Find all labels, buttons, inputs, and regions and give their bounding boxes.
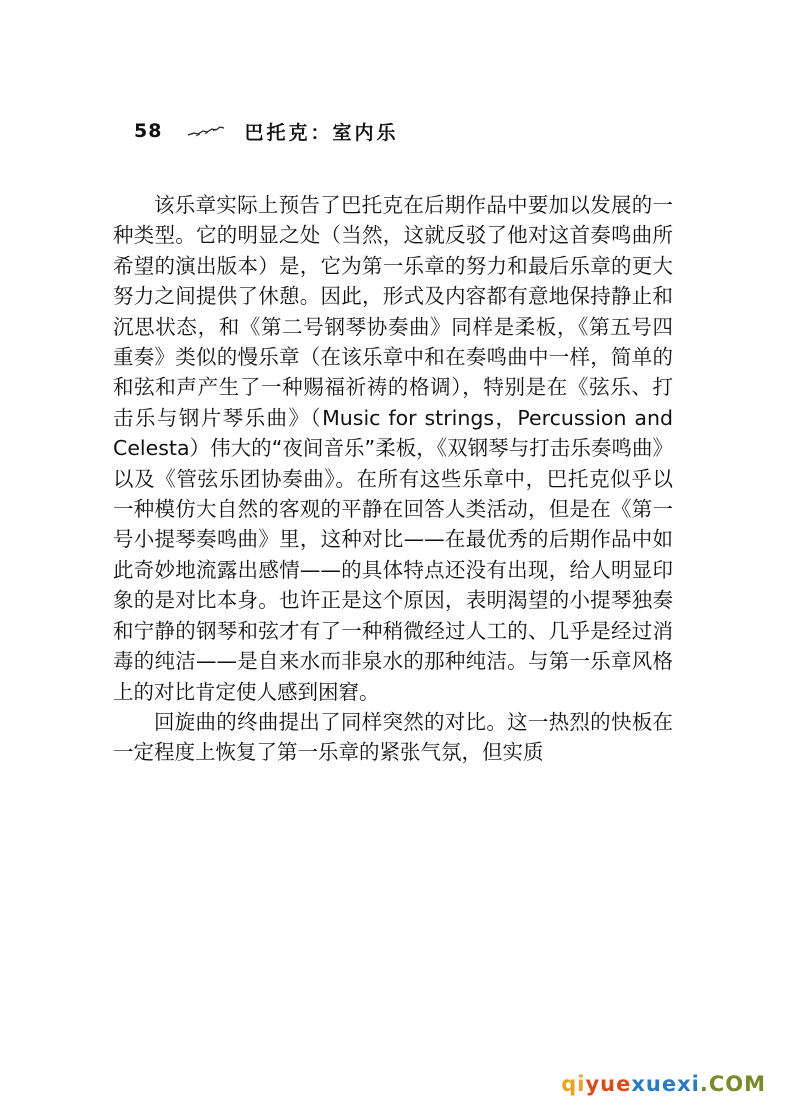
watermark-part: qi [561, 1072, 586, 1096]
site-watermark [561, 1072, 766, 1096]
watermark-part: .COM [699, 1072, 766, 1096]
watermark-part: yue [585, 1072, 632, 1096]
page-header [134, 114, 398, 148]
paragraph: 回旋曲的终曲提出了同样突然的对比。这一热烈的快板在一定程度上恢复了第一乐章的紧张气氛，但实质 [113, 709, 673, 765]
watermark-part: xuexi [631, 1072, 700, 1096]
running-title: 巴托克：室内乐 [244, 121, 399, 144]
body-text [113, 190, 673, 768]
header-ornament-icon [186, 124, 226, 138]
page-number: 58 [134, 120, 163, 142]
paragraph: 该乐章实际上预告了巴托克在后期作品中要加以发展的一种类型。它的明显之处（当然，这就反驳了他对这首奏鸣曲所希望的演出版本）是，它为第一乐章的努力和最后乐章的更大努力之间提供了休憩。因此，形式及内容都有意地保持静止和沉思状态，和《第二号钢琴协奏曲》同样是柔板，《第五号四重奏》类似的慢乐章（在该乐章中和在奏鸣曲中一样，简单的和弦和声产生了一种赐福祈祷的格调），特别是在《弦乐、打击乐与钢片琴乐曲》（Music for strings，Percussion and Celesta）伟大的“夜间音乐”柔板，《双钢琴与打击乐奏鸣曲》以及《管弦乐团协奏曲》。在所有这些乐章中，巴托克似乎以一种模仿大自然的客观的平静在回答人类活动，但是在《第一号小提琴奏鸣曲》里，这种对比——在最优秀的后期作品中如此奇妙地流露出感情——的具体特点还没有出现，给人明显印象的是对比本身。也许正是这个原因，表明渴望的小提琴独奏和宁静的钢琴和弦才有了一种稍微经过人工的、几乎是经过消毒的纯洁——是自来水而非泉水的那种纯洁。与第一乐章风格上的对比肯定使人感到困窘。 [113, 193, 673, 704]
